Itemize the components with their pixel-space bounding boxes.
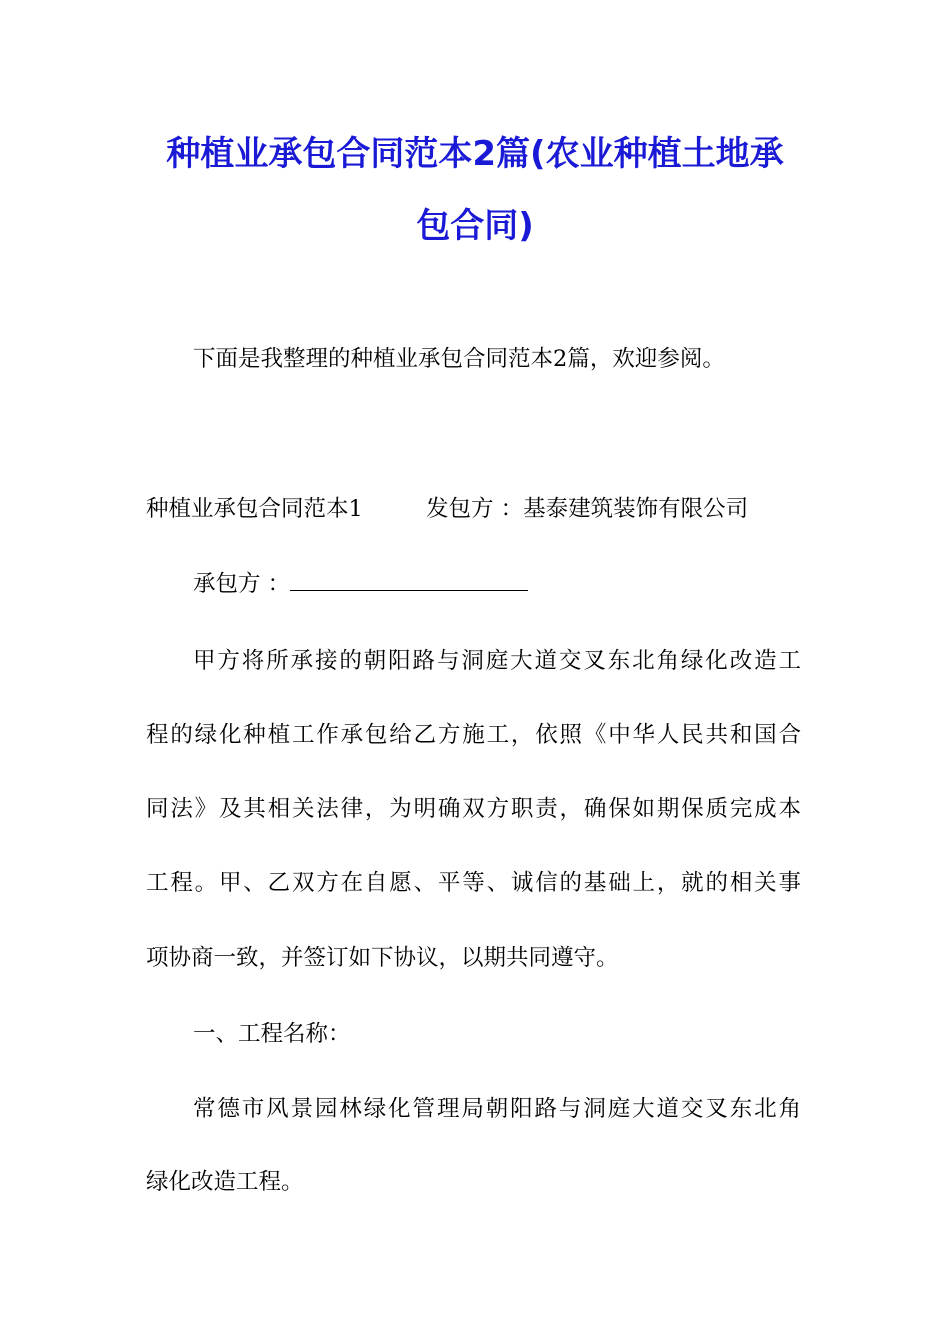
contractor-line	[193, 569, 528, 599]
contractor-blank-line	[290, 572, 528, 591]
intro-paragraph: 下面是我整理的种植业承包合同范本2篇，欢迎参阅。	[193, 346, 725, 372]
body-line-2: 程的绿化种植工作承包给乙方施工，依照《中华人民共和国合	[146, 722, 801, 748]
contract-heading: 种植业承包合同范本1	[146, 496, 363, 522]
body-line-3: 同法》及其相关法律，为明确双方职责，确保如期保质完成本	[146, 796, 801, 822]
body-line-1: 甲方将所承接的朝阳路与洞庭大道交叉东北角绿化改造工	[193, 648, 801, 674]
issuer-line: 发包方 ：基泰建筑装饰有限公司	[426, 496, 749, 522]
document-title-line-2: 包合同)	[416, 206, 534, 246]
body-line-5: 项协商一致，并签订如下协议，以期共同遵守。	[146, 945, 619, 971]
body-line-4: 工程。甲、乙双方在自愿、平等、诚信的基础上，就的相关事	[146, 870, 801, 896]
section-1-line-2: 绿化改造工程。	[146, 1169, 304, 1195]
document-title-line-1: 种植业承包合同范本2篇(农业种植土地承	[166, 134, 784, 174]
section-1-line-1: 常德市风景园林绿化管理局朝阳路与洞庭大道交叉东北角	[193, 1096, 801, 1122]
contractor-label: 承包方 ：	[193, 571, 291, 597]
section-1-heading: 一、工程名称：	[193, 1021, 351, 1047]
